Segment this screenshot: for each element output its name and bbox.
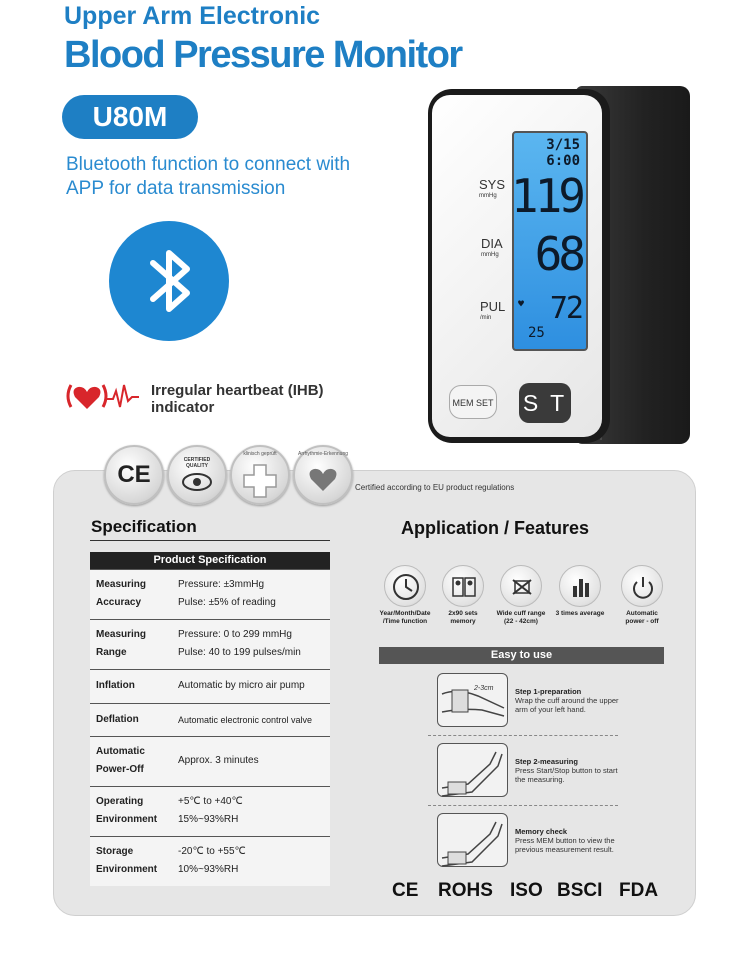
sys-label	[479, 177, 505, 199]
ihb-line-2: indicator	[151, 399, 215, 416]
spec-value-line: Pressure: 0 to 299 mmHg	[178, 629, 292, 640]
sys-unit: mmHg	[479, 193, 497, 199]
spec-value	[172, 619, 330, 669]
spec-value-line: Pressure: ±3mmHg	[178, 579, 265, 590]
pul-label-text: PUL	[480, 299, 506, 314]
lcd-pul: 72	[549, 291, 582, 326]
pul-unit: /min	[480, 315, 492, 321]
compliance-mark: ROHS	[438, 880, 493, 901]
spec-key-line: Environment	[96, 814, 158, 825]
divider	[90, 540, 330, 541]
page-title: Blood Pressure Monitor	[64, 34, 462, 76]
easy-to-use-header: Easy to use	[379, 647, 664, 664]
dia-label	[481, 236, 503, 258]
bluetooth-description	[66, 153, 396, 201]
clock-icon	[384, 565, 426, 607]
spec-value: Automatic by micro air pump	[172, 669, 330, 703]
step-1-description: Wrap the cuff around the upper arm of your left hand.	[515, 696, 619, 714]
table-row	[90, 836, 330, 886]
feature-label	[489, 610, 553, 626]
bluetooth-line-1: Bluetooth function to connect with	[66, 154, 351, 175]
spec-value-line: Pulse: ±5% of reading	[178, 597, 276, 608]
step-2-description: Press Start/Stop button to start the measuring.	[515, 766, 618, 784]
table-row	[90, 736, 330, 786]
dia-unit: mmHg	[481, 252, 499, 258]
spec-key-line: Range	[96, 647, 127, 658]
step-1-title: Step 1-preparation	[515, 687, 582, 696]
spec-value-line: Approx. 3 minutes	[178, 755, 259, 766]
certification-note: Certified according to EU product regulations	[355, 483, 515, 492]
step-3-title: Memory check	[515, 827, 568, 836]
spec-key	[90, 736, 172, 786]
spec-key-line: Environment	[96, 864, 158, 876]
spec-key-line: Storage	[96, 846, 134, 858]
spec-value-line: 10%~93%RH	[178, 864, 239, 876]
lcd-time: 6:00	[546, 153, 580, 169]
feature-label-line: power - off	[625, 618, 659, 625]
pul-label	[480, 299, 505, 321]
feature-label-line: Wide cuff range	[496, 610, 546, 617]
arrhythmia-badge	[293, 445, 353, 505]
compliance-mark: ISO	[510, 880, 543, 901]
heart-pulse-icon	[63, 379, 141, 413]
divider	[428, 735, 618, 736]
spec-value: Automatic electronic control valve	[172, 703, 330, 736]
feature-label	[548, 610, 612, 618]
model-badge: U80M	[62, 95, 198, 139]
lcd-display	[512, 131, 588, 351]
dia-label-text: DIA	[481, 236, 503, 251]
table-header: Product Specification	[90, 552, 330, 569]
spec-key	[90, 786, 172, 836]
eye-icon	[169, 469, 225, 499]
spec-value	[172, 736, 330, 786]
step-2-title: Step 2-measuring	[515, 757, 578, 766]
spec-key-line: Automatic	[96, 746, 145, 757]
lcd-dia: 68	[534, 227, 582, 281]
bar-chart-icon	[559, 565, 601, 607]
step-1-annotation: 2-3cm	[474, 685, 494, 692]
table-row	[90, 703, 330, 736]
lcd-heart-icon: ♥	[518, 299, 525, 310]
lcd-date: 3/15	[546, 137, 580, 153]
spec-value	[172, 786, 330, 836]
feature-label-line: /Time function	[382, 618, 428, 625]
feature-label-line: (22 - 42cm)	[504, 618, 538, 625]
spec-key	[90, 569, 172, 619]
cuff-fold	[600, 100, 680, 440]
lcd-sys: 119	[510, 169, 582, 223]
spec-key-line: Power-Off	[96, 764, 144, 775]
compliance-mark: FDA	[619, 880, 659, 901]
mem-set-button[interactable]: MEM SET	[449, 385, 497, 419]
spec-key-line: Operating	[96, 796, 144, 807]
table-row	[90, 619, 330, 669]
spec-value	[172, 569, 330, 619]
ihb-line-1: Irregular heartbeat (IHB)	[151, 382, 324, 399]
heart-icon	[295, 457, 351, 497]
table-row	[90, 669, 330, 703]
feature-label-line: memory	[450, 618, 476, 625]
feature-label	[373, 610, 437, 626]
spec-key	[90, 836, 172, 886]
quality-badge	[167, 445, 227, 505]
compliance-mark: CE	[392, 880, 419, 901]
divider	[428, 805, 618, 806]
spec-value-line: +5℃ to +40℃	[178, 796, 243, 807]
feature-label	[610, 610, 674, 626]
spec-key	[90, 619, 172, 669]
spec-key-line: Measuring	[96, 579, 147, 590]
feature-label-line: 2x90 sets	[448, 610, 478, 617]
users-icon	[442, 565, 484, 607]
cross-icon	[232, 457, 288, 501]
spec-value-line: -20℃ to +55℃	[178, 846, 246, 858]
feature-label-line: 3 times average	[555, 610, 605, 617]
cuff-icon	[500, 565, 542, 607]
compliance-mark: BSCI	[557, 880, 603, 901]
table-row	[90, 786, 330, 836]
clinically-tested-badge	[230, 445, 290, 505]
ce-badge	[104, 445, 164, 505]
step-1-illustration	[437, 673, 508, 727]
features-title: Application / Features	[401, 518, 590, 538]
lcd-mem: 25	[528, 325, 545, 341]
spec-key-line: Measuring	[96, 629, 147, 640]
feature-label-line: Automatic	[626, 610, 658, 617]
step-3-illustration	[437, 813, 508, 867]
feature-label	[431, 610, 495, 626]
power-icon	[621, 565, 663, 607]
spec-key: Inflation	[90, 669, 172, 703]
table-row	[90, 569, 330, 619]
bluetooth-icon	[109, 221, 229, 341]
spec-value	[172, 836, 330, 886]
quality-badge-label: CERTIFIED QUALITY	[183, 457, 211, 469]
step-2-illustration	[437, 743, 508, 797]
feature-label-line: Year/Month/Date	[379, 610, 431, 617]
step-3-description: Press MEM button to view the previous measurement result.	[515, 836, 615, 854]
ihb-description	[151, 382, 324, 416]
spec-value-line: Pulse: 40 to 199 pulses/min	[178, 647, 301, 658]
clinical-badge-label: klinisch geprüft	[243, 451, 277, 457]
start-stop-button[interactable]: S T	[519, 383, 571, 423]
spec-key-line: Accuracy	[96, 597, 142, 608]
spec-value-line: 15%~93%RH	[178, 814, 239, 825]
sys-label-text: SYS	[479, 177, 506, 192]
ce-badge-label: CE	[117, 461, 151, 488]
spec-key: Deflation	[90, 703, 172, 736]
specification-title: Specification	[91, 517, 197, 536]
subtitle: Upper Arm Electronic	[64, 2, 321, 30]
bluetooth-line-2: APP for data transmission	[66, 178, 286, 199]
specification-table	[90, 552, 330, 886]
arrhythmia-badge-label: Arrhythmie-Erkennung	[297, 451, 349, 457]
